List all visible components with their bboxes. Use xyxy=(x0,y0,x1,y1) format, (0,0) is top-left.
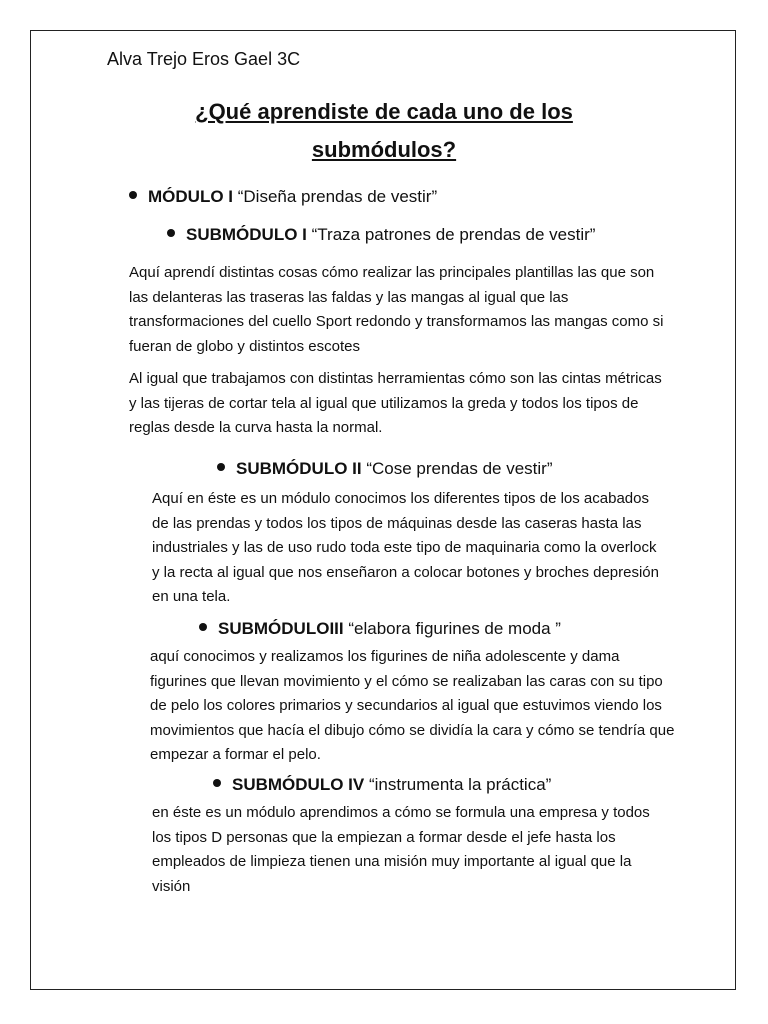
title-line-1: ¿Qué aprendiste de cada uno de los xyxy=(195,99,573,124)
submodulo-1-label: SUBMÓDULO I xyxy=(186,225,307,244)
submodulo-1-name: “Traza patrones de prendas de vestir” xyxy=(311,225,596,244)
title-line-2: submódulos? xyxy=(311,137,457,162)
submodulo-4-paragraph: en éste es un módulo aprendimos a cómo se formula una empresa y todos los tipos D personas que la empiezan a formar desde el jefe hasta los empleados de limpieza tienen una misión muy importante al igual que la visión xyxy=(152,804,650,895)
submodulo-4-name: “instrumenta la práctica” xyxy=(368,775,552,794)
modulo-1-heading xyxy=(129,187,437,207)
submodulo-4-heading xyxy=(213,775,551,795)
bullet-icon xyxy=(129,191,137,199)
author-name: Alva Trejo Eros Gael 3C xyxy=(107,49,301,69)
submodulo-2-heading xyxy=(217,459,552,479)
submodulo-3-name: “elabora figurines de moda ” xyxy=(348,619,561,638)
submodulo-4-label: SUBMÓDULO IV xyxy=(232,775,365,794)
submodulo-3-paragraph: aquí conocimos y realizamos los figurines de niña adolescente y dama figurines que llevan movimiento y el cómo se realizaban las caras con su tipo de pelo los colores primarios y secundarios al igual que estuvimos viendo los movimientos que hacía el dibujo cómo se dividía la cara y cómo se tendría que empezar a formar el pelo. xyxy=(150,648,675,763)
submodulo-1-heading xyxy=(167,225,595,245)
submodulo-2-paragraph: Aquí en éste es un módulo conocimos los diferentes tipos de los acabados de las prendas y todos los tipos de máquinas desde las caseras hasta las industriales y las de uso rudo toda este tipo de maquinaria como la overlock y la recta al igual que nos enseñaron a colocar botones y broches depresión en una tela. xyxy=(152,490,659,605)
document-page xyxy=(30,30,736,990)
submodulo-1-paragraph-1: Aquí aprendí distintas cosas cómo realizar las principales plantillas las que son las delanteras las traseras las faldas y las mangas al igual que las transformaciones del cuello Sport redondo y transformamos las mangas como si fueran de globo y distintos escotes xyxy=(129,264,664,355)
page-title xyxy=(91,93,677,169)
submodulo-3-label: SUBMÓDULOIII xyxy=(218,619,344,638)
modulo-1-name: “Diseña prendas de vestir” xyxy=(237,187,438,206)
bullet-icon xyxy=(167,229,175,237)
bullet-icon xyxy=(217,463,225,471)
submodulo-3-heading xyxy=(199,619,561,639)
bullet-icon xyxy=(213,779,221,787)
submodulo-1-paragraph-2: Al igual que trabajamos con distintas herramientas cómo son las cintas métricas y las tijeras de cortar tela al igual que utilizamos la greda y todos los tipos de reglas desde la curva hasta la normal. xyxy=(129,370,662,436)
submodulo-2-label: SUBMÓDULO II xyxy=(236,459,362,478)
submodulo-2-name: “Cose prendas de vestir” xyxy=(366,459,553,478)
modulo-1-label: MÓDULO I xyxy=(148,187,233,206)
bullet-icon xyxy=(199,623,207,631)
